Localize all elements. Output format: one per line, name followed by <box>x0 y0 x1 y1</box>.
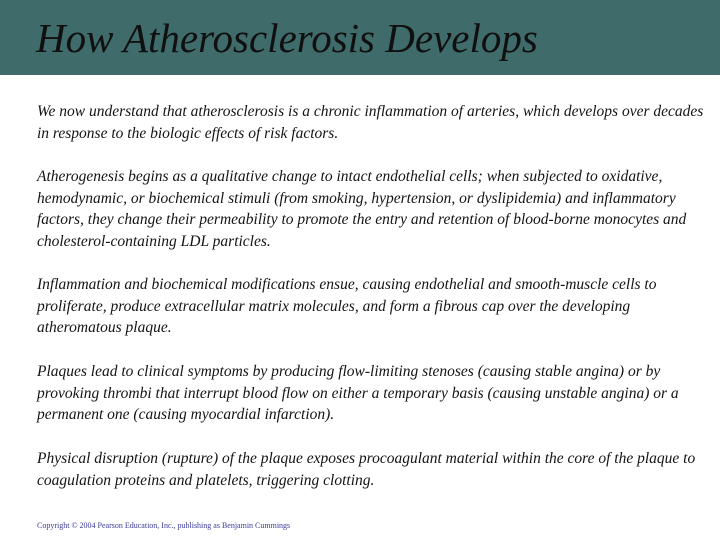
paragraph-inflammation-overview: We now understand that atherosclerosis is a chronic inflammation of arteries, which develops over decades in response to the biologic effects of risk factors. <box>37 103 704 142</box>
paragraph-clinical-symptoms: Plaques lead to clinical symptoms by producing flow-limiting stenoses (causing stable angina) or by provoking thrombi that interrupt blood flow on either a temporary basis (causing unstable angina) or a permanent one (causing myocardial infarction). <box>37 363 679 423</box>
title-bar <box>0 0 720 75</box>
paragraph-fibrous-cap: Inflammation and biochemical modifications ensue, causing endothelial and smooth-muscle cells to proliferate, produce extracellular matrix molecules, and form a fibrous cap over the developing atheromatous plaque. <box>37 276 657 336</box>
slide-title: How Atherosclerosis Develops <box>36 15 538 61</box>
paragraph-atherogenesis: Atherogenesis begins as a qualitative change to intact endothelial cells; when subjected to oxidative, hemodynamic, or biochemical stimuli (from smoking, hypertension, or dyslipidemia) and inflammatory factors, they change their permeability to promote the entry and retention of blood-borne monocytes and cholesterol-containing LDL particles. <box>37 168 687 250</box>
copyright-footer: Copyright © 2004 Pearson Education, Inc., publishing as Benjamin Cummings <box>37 521 291 530</box>
paragraph-plaque-rupture: Physical disruption (rupture) of the plaque exposes procoagulant material within the core of the plaque to coagulation proteins and platelets, triggering clotting. <box>37 450 696 489</box>
